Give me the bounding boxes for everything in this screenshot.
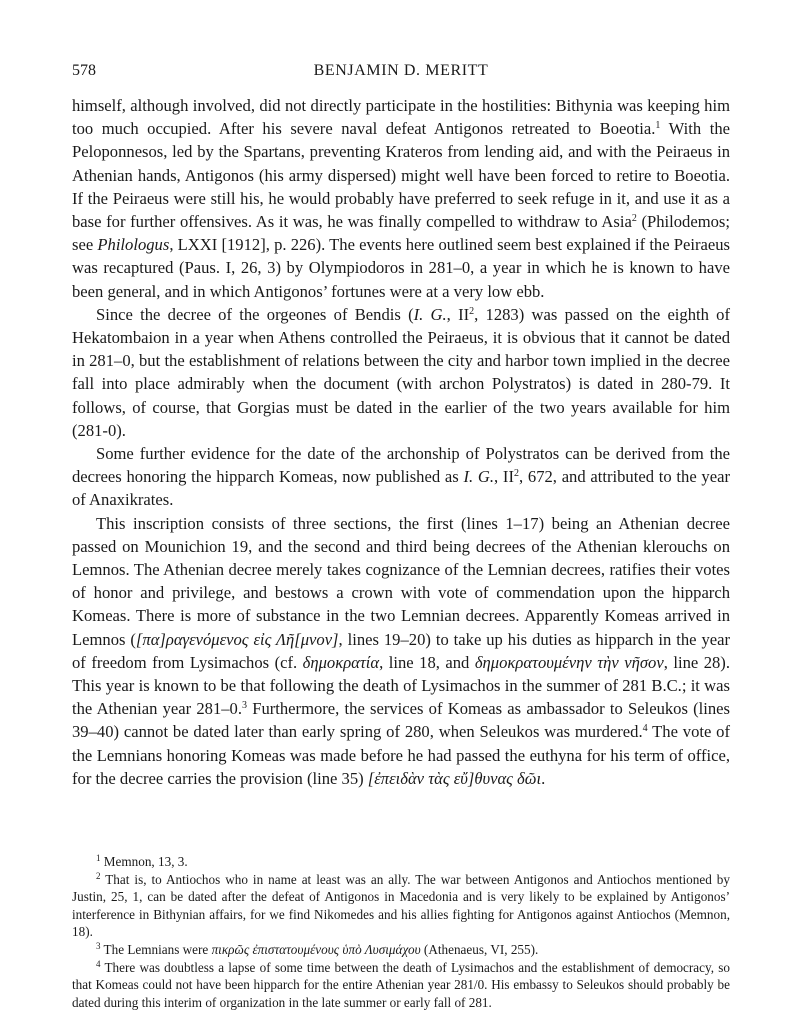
footnote-3 bbox=[72, 941, 730, 959]
footnote-4 bbox=[72, 959, 730, 1012]
text-segment: , 672, and attributed to the year of Anaxikrates. bbox=[72, 467, 730, 510]
text-segment: With the Peloponnesos, led by the Spartans, preventing Krateros from lending aid, and with the Peiraeus in Athenian hands, Antigonos (his army dispersed) might well have been forced to retire to Boeotia. If the Peiraeus were still his, he would probably have preferred to seek refuge in it, and use it as a base for further offensives. As it was, he was finally compelled to withdraw to Asia bbox=[72, 119, 730, 232]
footnote-marker: 3 bbox=[96, 940, 101, 951]
paragraph-1 bbox=[72, 94, 730, 303]
footnote-marker: 4 bbox=[96, 958, 101, 969]
text-segment: himself, although involved, did not directly participate in the hostilities: Bithynia was keeping him too much occupied. After his severe naval defeat Antigonos retreated to Boeotia. bbox=[72, 96, 730, 139]
text-segment: Some further evidence for the date of the archonship of Polystratos can be derived from the decrees honoring the hipparch Komeas, now published as bbox=[72, 444, 730, 487]
citation-abbrev: I. G. bbox=[463, 467, 495, 487]
text-segment: , line 28). This year is known to be that following the death of Lysimachos in the summer of 281 B.C.; it was the Athenian year 281–0. bbox=[72, 652, 730, 719]
footnote-text: (Athenaeus, VI, 255). bbox=[420, 941, 539, 957]
footnote-1 bbox=[72, 853, 730, 871]
citation-abbrev: I. G. bbox=[413, 304, 447, 324]
greek-quote: [πα]ραγενόμενος εἰς Λῆ[μνον] bbox=[135, 629, 339, 649]
footnote-2 bbox=[72, 871, 730, 941]
text-segment: , II bbox=[494, 467, 514, 487]
footnote-text: That is, to Antiochos who in name at least was an ally. The war between Antigonos and Antiochos mentioned by Justin, 25, 1, can be dated after the defeat of Antigonos in Macedonia and is very likely to be explained by Antigonos’ interference in Bithynian affairs, for we find Nikomedes and his allies fighting for Antigonos against Antiochos (Memnon, 18). bbox=[72, 871, 730, 940]
text-segment: , lines 19–20) to take up his duties as hipparch in the year of freedom from Lysimachos (cf. bbox=[72, 629, 730, 672]
text-segment: , 1283) was passed on the eighth of Hekatombaion in a year when Athens controlled the Peiraeus, it is obvious that it cannot be dated in 281–0, but the establishment of relations between the city and harbor town implied in the decree fall into place admirably when the document (with archon Polystratos) is dated in 280-79. It follows, of course, that Gorgias must be dated in the earlier of the two years available for him (281-0). bbox=[72, 304, 730, 440]
superscript: 2 bbox=[514, 468, 519, 480]
footnote-text: Memnon, 13, 3. bbox=[100, 854, 188, 869]
paragraph-2 bbox=[72, 303, 730, 442]
text-segment: , LXXI [1912], p. 226). The events here outlined seem best explained if the Peiraeus was recaptured (Paus. I, 26, 3) by Olympiodoros in 281–0, a year in which he is known to have been general, and in which Antigonos’ fortunes were at a very low ebb. bbox=[72, 235, 730, 301]
text-segment: (Philodemos; see bbox=[72, 212, 730, 255]
text-segment: Furthermore, the services of Komeas as ambassador to Seleukos (lines 39–40) cannot be dated later than early spring of 280, when Seleukos was murdered. bbox=[72, 699, 731, 742]
page-number: 578 bbox=[72, 62, 96, 79]
greek-quote: δημοκρατουμένην τὴν νῆσον bbox=[474, 652, 664, 672]
text-segment: , II bbox=[446, 304, 470, 324]
journal-title: Philologus bbox=[97, 235, 170, 255]
text-segment: Since the decree of the orgeones of Bendis ( bbox=[96, 304, 414, 324]
paragraph-3 bbox=[72, 442, 730, 512]
footnotes bbox=[72, 853, 730, 1011]
text-segment: . bbox=[541, 768, 546, 788]
footnote-ref: 3 bbox=[242, 700, 248, 712]
page-header bbox=[72, 62, 730, 86]
body-text bbox=[72, 94, 730, 790]
greek-quote: [ἐπειδὰν τὰς εὔ]θυνας δῶι bbox=[367, 768, 542, 788]
footnote-text: There was doubtless a lapse of some time between the death of Lysimachos and the establishment of democracy, so that Komeas could not have been hipparch for the entire Athenian year 281/0. His embassy to Seleukos should probably be dated during this interim of organization in the late summer or early fall of 281. bbox=[72, 959, 730, 1010]
footnote-ref: 2 bbox=[631, 213, 637, 225]
footnote-marker: 1 bbox=[96, 853, 101, 863]
paragraph-4 bbox=[72, 512, 730, 790]
page bbox=[72, 62, 730, 790]
greek-quote: δημοκρατία bbox=[302, 652, 380, 672]
footnote-text: The Lemnians were bbox=[100, 941, 212, 957]
running-head: BENJAMIN D. MERITT bbox=[313, 62, 489, 79]
text-segment: , line 18, and bbox=[379, 652, 475, 672]
text-segment: The vote of the Lemnians honoring Komeas was made before he had passed the euthyna for his term of office, for the decree carries the provision (line 35) bbox=[72, 722, 730, 788]
footnote-ref: 4 bbox=[642, 723, 648, 735]
footnote-ref: 1 bbox=[655, 120, 661, 132]
greek-quote: πικρῶς ἐπιστατουμένους ὑπὸ Λυσιμάχου bbox=[211, 941, 421, 957]
text-segment: This inscription consists of three sections, the first (lines 1–17) being an Athenian decree passed on Mounichion 19, and the second and third being decrees of the Athenian klerouchs on Lemnos. The Athenian decree merely takes cognizance of the Lemnian decrees, ratifies their votes of honor and privilege, and bestows a crown with vote of commendation upon the hipparch Komeas. There is more of substance in the two Lemnian decrees. Apparently Komeas arrived in Lemnos ( bbox=[72, 513, 730, 649]
footnote-marker: 2 bbox=[96, 870, 101, 881]
superscript: 2 bbox=[469, 305, 475, 317]
